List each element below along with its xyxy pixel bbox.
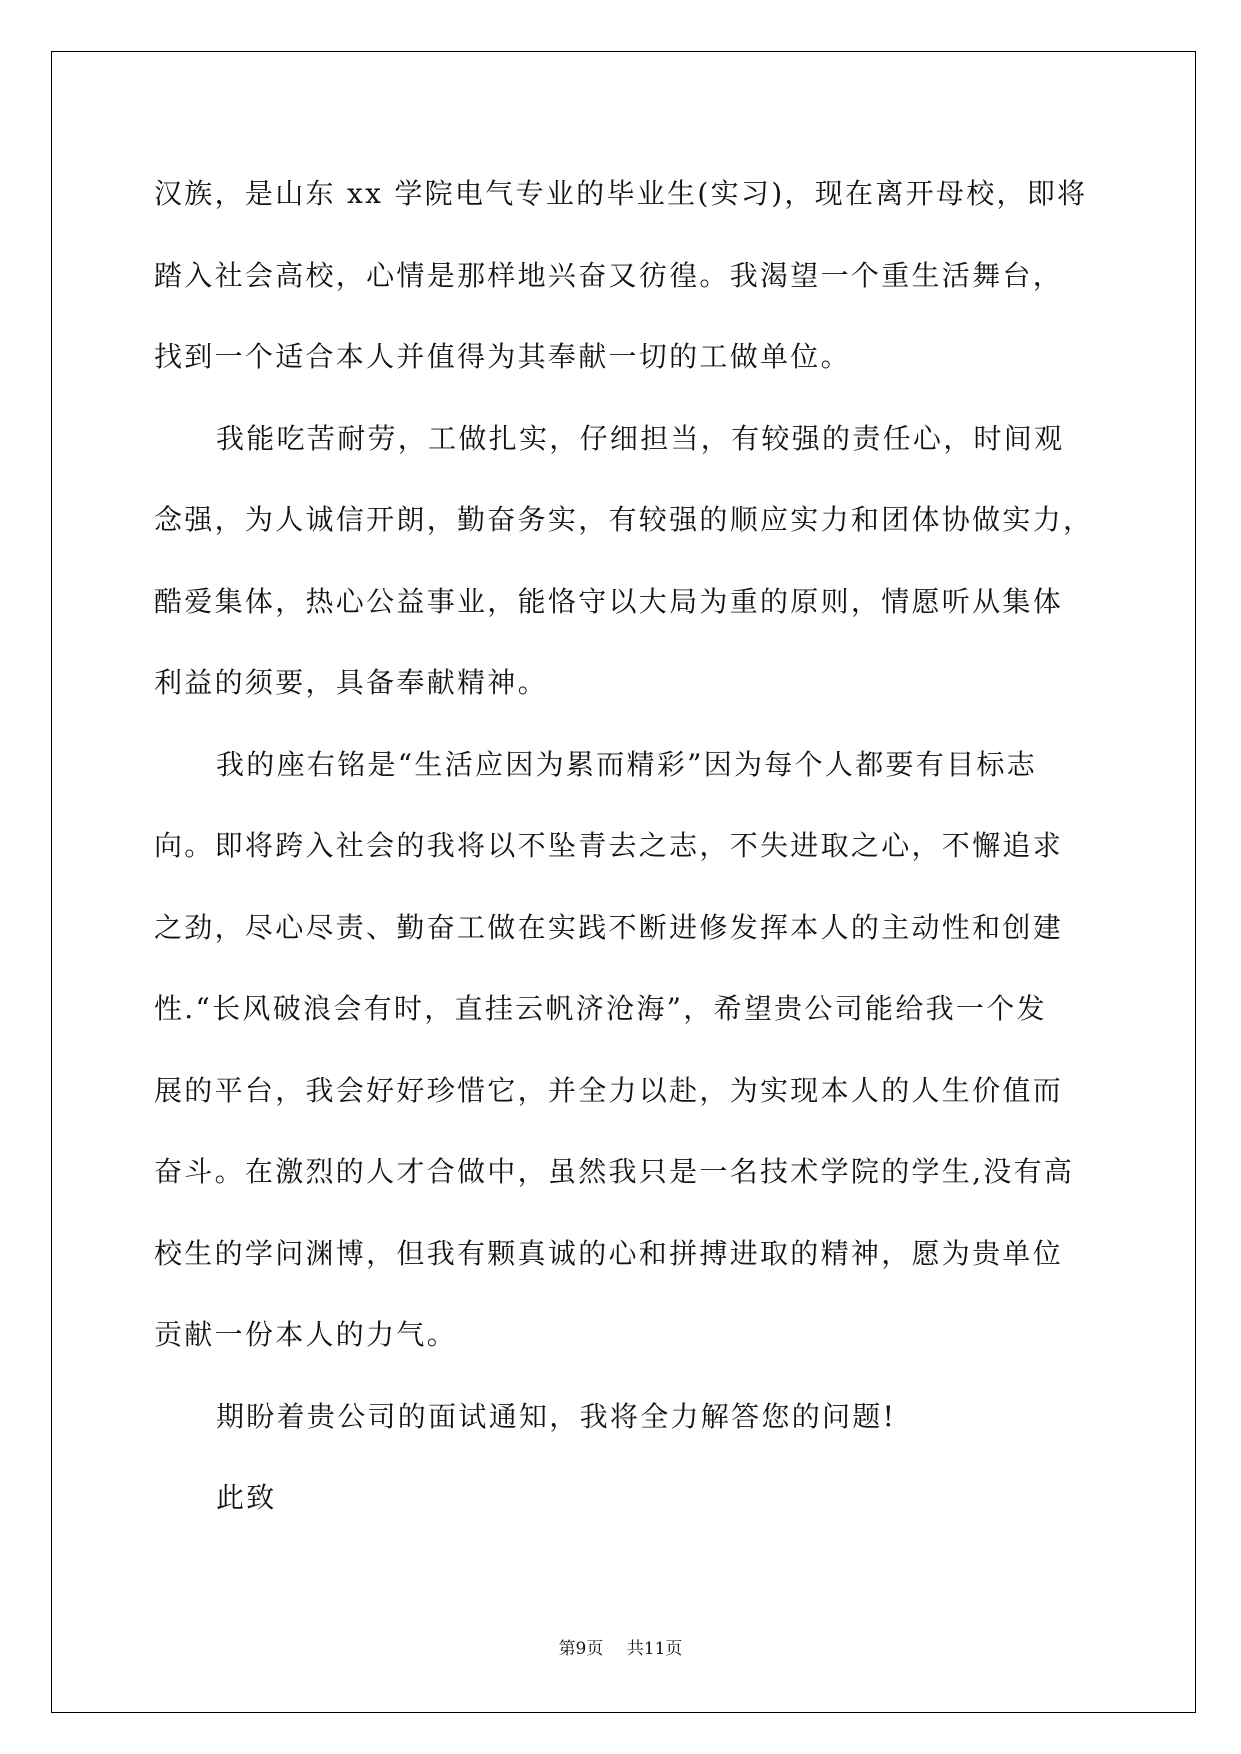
body-line: 期盼着贵公司的面试通知，我将全力解答您的问题! <box>216 1399 897 1433</box>
body-line: 念强，为人诚信开朗，勤奋务实，有较强的顺应实力和团体协做实力， <box>154 503 1094 536</box>
page-number-current: 第9页 <box>558 1639 604 1659</box>
paragraph-4 <box>154 1376 1154 1458</box>
page-footer <box>0 1638 1241 1660</box>
body-line: 贡献一份本人的力气。 <box>154 1318 458 1351</box>
page-number-total: 共11页 <box>626 1639 683 1659</box>
paragraph-3 <box>154 724 1154 1376</box>
body-line: 向。即将跨入社会的我将以不坠青去之志，不失进取之心，不懈追求 <box>154 829 1064 862</box>
body-line: 展的平台，我会好好珍惜它，并全力以赴，为实现本人的人生价值而 <box>154 1073 1064 1107</box>
body-line: 我能吃苦耐劳，工做扎实，仔细担当，有较强的责任心，时间观 <box>216 421 1065 455</box>
paragraph-1 <box>154 153 1154 398</box>
document-body <box>154 153 1154 1539</box>
body-line: 此致 <box>216 1481 277 1514</box>
body-line: 找到一个适合本人并值得为其奉献一切的工做单位。 <box>154 340 851 373</box>
body-line: 性.“长风破浪会有时，直挂云帆济沧海”，希望贵公司能给我一个发 <box>154 992 1047 1025</box>
closing-salutation <box>154 1457 1154 1539</box>
body-line: 踏入社会高校，心情是那样地兴奋又彷徨。我渴望一个重生活舞台， <box>154 258 1064 292</box>
body-line: 利益的须要，具备奉献精神。 <box>154 666 548 699</box>
body-line: 奋斗。在激烈的人才合做中，虽然我只是一名技术学院的学生,没有高 <box>154 1155 1075 1188</box>
body-line: 之劲，尽心尽责、勤奋工做在实践不断进修发挥本人的主动性和创建 <box>154 910 1064 944</box>
paragraph-2 <box>154 398 1154 724</box>
body-line: 汉族，是山东 xx 学院电气专业的毕业生(实习)，现在离开母校，即将 <box>154 177 1088 210</box>
body-line: 酷爱集体，热心公益事业，能恪守以大局为重的原则，情愿听从集体 <box>154 584 1064 618</box>
body-line: 校生的学问渊博，但我有颗真诚的心和拼搏进取的精神，愿为贵单位 <box>154 1236 1064 1270</box>
body-line: 我的座右铭是“生活应因为累而精彩”因为每个人都要有目标志 <box>216 747 1038 781</box>
